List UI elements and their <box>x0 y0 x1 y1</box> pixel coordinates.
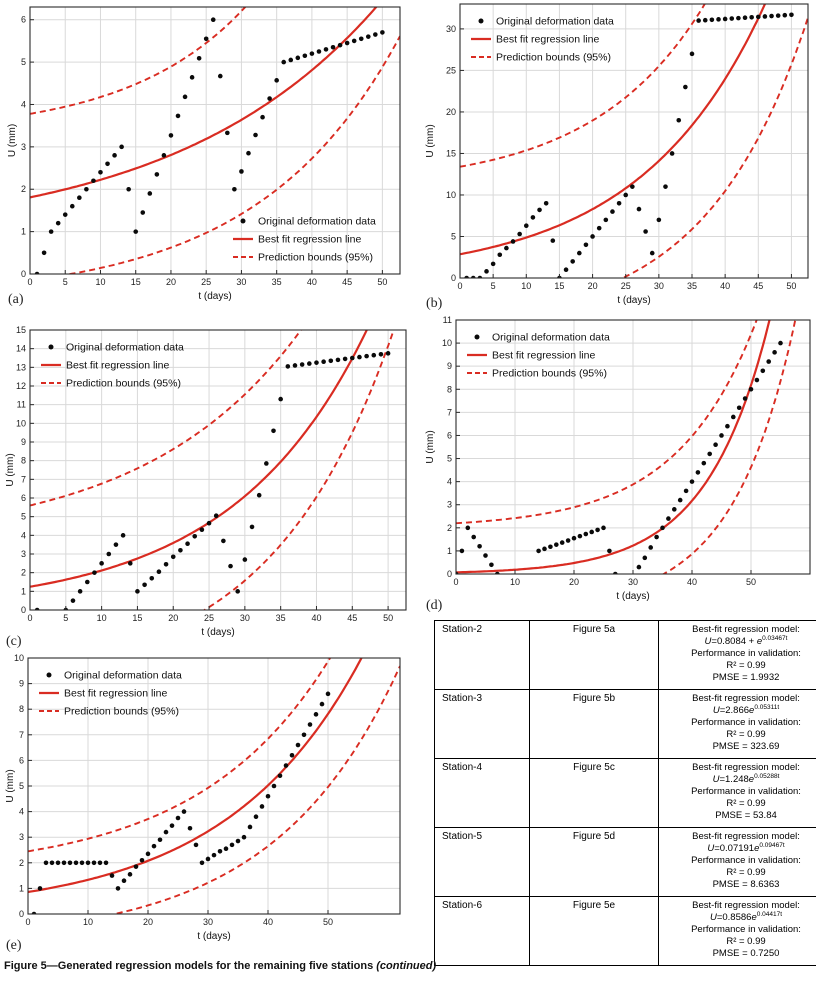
axis-ticks <box>442 315 756 587</box>
x-axis-label: t (days) <box>617 295 651 306</box>
svg-text:50: 50 <box>322 917 334 927</box>
svg-text:35: 35 <box>275 613 286 623</box>
svg-text:8: 8 <box>18 704 24 715</box>
svg-text:9: 9 <box>446 361 452 372</box>
cell-station: Station-2 <box>435 621 530 690</box>
svg-text:5: 5 <box>62 277 68 287</box>
svg-text:30: 30 <box>445 23 456 34</box>
svg-text:Prediction bounds (95%): Prediction bounds (95%) <box>258 251 373 264</box>
svg-text:4: 4 <box>20 99 26 110</box>
x-axis-label: t (days) <box>201 627 235 638</box>
svg-text:20: 20 <box>168 613 179 623</box>
svg-text:12: 12 <box>15 381 26 391</box>
svg-text:Original deformation data: Original deformation data <box>492 331 610 344</box>
chart-panel-c <box>4 322 414 650</box>
svg-text:35: 35 <box>271 277 282 287</box>
svg-text:Original deformation data: Original deformation data <box>66 341 184 354</box>
cell-model-details: Best-fit regression model: $U=2.866e^{0.05311t}$ Performance in validation: R² = 0.99 PMSE = 323.69 <box>659 690 816 759</box>
svg-text:20: 20 <box>568 577 580 587</box>
legend <box>471 16 614 64</box>
svg-text:0: 0 <box>20 269 26 279</box>
cell-model-details: Best-fit regression model: $U=0.8586e^{0.04417t}$ Performance in validation: R² = 0.99 PMSE = 0.7250 <box>659 897 816 966</box>
svg-text:4: 4 <box>446 476 452 487</box>
svg-text:25: 25 <box>204 613 215 623</box>
svg-text:25: 25 <box>201 277 212 287</box>
svg-text:5: 5 <box>63 613 69 623</box>
svg-text:50: 50 <box>377 277 388 287</box>
svg-text:25: 25 <box>620 281 631 291</box>
svg-text:Best fit regression line: Best fit regression line <box>492 349 596 362</box>
svg-text:10: 10 <box>509 577 521 587</box>
svg-text:2: 2 <box>20 567 26 578</box>
svg-text:40: 40 <box>306 277 317 287</box>
cell-station: Station-3 <box>435 690 530 759</box>
svg-text:3: 3 <box>20 549 26 559</box>
svg-text:0: 0 <box>446 569 452 579</box>
x-axis-label: t (days) <box>198 291 232 302</box>
svg-text:Prediction bounds (95%): Prediction bounds (95%) <box>64 705 179 718</box>
svg-text:8: 8 <box>446 384 452 395</box>
svg-text:20: 20 <box>587 281 598 291</box>
svg-text:1: 1 <box>20 226 26 237</box>
panel-label-b: (b) <box>426 296 443 311</box>
table-row-station-2 <box>435 621 816 690</box>
chart-d-plot <box>424 314 816 614</box>
svg-text:50: 50 <box>745 577 757 587</box>
svg-text:10: 10 <box>96 613 107 623</box>
y-axis-label: U (mm) <box>5 769 16 803</box>
cell-station: Station-4 <box>435 759 530 828</box>
svg-text:Best fit regression line: Best fit regression line <box>64 687 168 700</box>
svg-text:3: 3 <box>20 141 26 152</box>
svg-text:0: 0 <box>457 281 463 291</box>
svg-text:0: 0 <box>27 277 33 287</box>
chart-b-plot <box>424 0 814 312</box>
svg-text:0: 0 <box>18 909 24 919</box>
svg-text:40: 40 <box>686 577 698 587</box>
svg-text:5: 5 <box>18 781 24 791</box>
y-axis-label: U (mm) <box>7 123 18 158</box>
x-axis-label: t (days) <box>197 931 231 942</box>
svg-text:Prediction bounds (95%): Prediction bounds (95%) <box>66 377 181 390</box>
svg-text:Prediction bounds (95%): Prediction bounds (95%) <box>496 51 611 64</box>
table-row-station-4 <box>435 759 816 828</box>
svg-text:10: 10 <box>445 189 456 200</box>
chart-panel-b <box>424 0 814 312</box>
chart-panel-d <box>424 314 816 614</box>
svg-text:Best fit regression line: Best fit regression line <box>258 233 362 246</box>
svg-text:14: 14 <box>15 343 26 354</box>
svg-text:4: 4 <box>18 806 24 817</box>
svg-text:7: 7 <box>20 474 26 485</box>
svg-text:0: 0 <box>25 917 31 927</box>
svg-text:10: 10 <box>521 281 532 291</box>
table-row-station-3 <box>435 690 816 759</box>
table-row-station-5 <box>435 828 816 897</box>
svg-text:11: 11 <box>442 315 452 325</box>
figure-caption-continued: (continued) <box>376 960 437 972</box>
svg-text:20: 20 <box>165 277 176 287</box>
svg-text:30: 30 <box>653 281 664 291</box>
svg-text:0: 0 <box>20 605 26 615</box>
svg-text:5: 5 <box>446 453 452 464</box>
legend <box>39 670 182 718</box>
svg-text:10: 10 <box>95 277 106 287</box>
svg-text:15: 15 <box>554 281 565 291</box>
regression-table <box>434 620 816 966</box>
svg-text:1: 1 <box>18 883 24 894</box>
svg-text:3: 3 <box>446 499 452 510</box>
panel-label-a: (a) <box>8 292 24 307</box>
svg-text:0: 0 <box>453 577 459 587</box>
svg-text:13: 13 <box>15 362 26 373</box>
svg-text:6: 6 <box>446 430 452 441</box>
figure-caption-text: Figure 5—Generated regression models for the remaining five stations <box>4 960 377 972</box>
svg-text:6: 6 <box>20 14 26 25</box>
y-axis-label: U (mm) <box>425 430 436 464</box>
y-axis-label: U (mm) <box>425 124 436 158</box>
svg-text:7: 7 <box>18 729 24 740</box>
svg-text:45: 45 <box>753 281 764 291</box>
panel-label-d: (d) <box>426 598 443 613</box>
svg-text:40: 40 <box>311 613 322 623</box>
svg-text:35: 35 <box>686 281 698 291</box>
svg-text:30: 30 <box>627 577 639 587</box>
panel-label-e: (e) <box>6 938 22 953</box>
svg-text:2: 2 <box>20 184 26 195</box>
figure-caption <box>4 960 804 972</box>
svg-text:50: 50 <box>786 281 797 291</box>
svg-text:9: 9 <box>20 437 26 447</box>
svg-text:30: 30 <box>202 917 214 927</box>
chart-panel-e <box>4 652 410 954</box>
svg-text:5: 5 <box>450 231 456 242</box>
svg-text:10: 10 <box>15 418 26 429</box>
cell-figure-ref: Figure 5a <box>530 621 659 690</box>
svg-text:0: 0 <box>450 273 456 283</box>
plot-box <box>30 330 406 610</box>
svg-text:45: 45 <box>342 277 353 287</box>
svg-text:Original deformation data: Original deformation data <box>496 15 614 28</box>
cell-model-details: Best-fit regression model: $U=0.07191e^{0.09467t}$ Performance in validation: R² = 0.99 PMSE = 8.6363 <box>659 828 816 897</box>
regression-table-body <box>435 621 816 966</box>
svg-text:40: 40 <box>720 281 731 291</box>
svg-text:5: 5 <box>20 57 26 68</box>
svg-text:30: 30 <box>236 277 247 287</box>
svg-text:30: 30 <box>239 613 250 623</box>
cell-figure-ref: Figure 5c <box>530 759 659 828</box>
svg-text:4: 4 <box>20 530 26 541</box>
svg-text:15: 15 <box>15 325 26 335</box>
chart-panel-a <box>6 2 408 308</box>
svg-text:15: 15 <box>130 277 141 287</box>
legend <box>233 216 376 264</box>
cell-figure-ref: Figure 5d <box>530 828 659 897</box>
cell-figure-ref: Figure 5e <box>530 897 659 966</box>
cell-model-details: Best-fit regression model: $U=0.8084 + e^{0.03467t}$ Performance in validation: R² = 0.99 PMSE = 1.9932 <box>659 621 816 690</box>
svg-text:0: 0 <box>27 613 33 623</box>
svg-text:50: 50 <box>383 613 394 623</box>
svg-text:Original deformation data: Original deformation data <box>64 669 182 682</box>
svg-text:2: 2 <box>18 857 24 868</box>
chart-e-plot <box>4 652 410 954</box>
panel-label-c: (c) <box>6 634 22 649</box>
svg-text:5: 5 <box>20 511 26 522</box>
y-axis-label: U (mm) <box>5 453 16 487</box>
svg-text:10: 10 <box>13 653 24 663</box>
svg-text:25: 25 <box>445 65 456 76</box>
best-fit-regression-line <box>30 2 400 197</box>
upper-prediction-bound <box>28 652 400 851</box>
cell-model-details: Best-fit regression model: $U=1.248e^{0.05288t}$ Performance in validation: R² = 0.99 PMSE = 53.84 <box>659 759 816 828</box>
svg-text:45: 45 <box>347 613 358 623</box>
svg-text:6: 6 <box>18 755 24 766</box>
svg-text:6: 6 <box>20 493 26 503</box>
grid-lines <box>30 330 406 610</box>
table-row-station-6 <box>435 897 816 966</box>
svg-text:20: 20 <box>142 917 154 927</box>
svg-text:15: 15 <box>445 148 456 159</box>
svg-text:Best fit regression line: Best fit regression line <box>496 33 600 46</box>
svg-text:Original deformation data: Original deformation data <box>258 215 376 228</box>
cell-station: Station-5 <box>435 828 530 897</box>
svg-text:Prediction bounds (95%): Prediction bounds (95%) <box>492 367 607 380</box>
svg-text:9: 9 <box>18 678 24 689</box>
svg-text:40: 40 <box>262 917 274 927</box>
svg-text:5: 5 <box>490 281 496 291</box>
svg-text:3: 3 <box>18 832 24 843</box>
svg-text:8: 8 <box>20 455 26 466</box>
legend <box>467 332 610 380</box>
svg-text:Best fit regression line: Best fit regression line <box>66 359 170 372</box>
chart-a-plot <box>6 2 408 308</box>
svg-text:10: 10 <box>441 338 452 349</box>
svg-text:2: 2 <box>446 522 452 533</box>
svg-text:10: 10 <box>82 917 94 927</box>
chart-c-plot <box>4 322 414 650</box>
svg-text:15: 15 <box>132 613 143 623</box>
axis-ticks <box>446 24 796 291</box>
x-axis-label: t (days) <box>616 591 650 602</box>
svg-text:11: 11 <box>16 399 26 410</box>
axis-ticks <box>21 15 387 287</box>
svg-text:1: 1 <box>446 545 452 556</box>
cell-figure-ref: Figure 5b <box>530 690 659 759</box>
svg-text:20: 20 <box>445 106 456 117</box>
svg-text:7: 7 <box>446 407 452 418</box>
svg-text:1: 1 <box>20 586 26 597</box>
cell-station: Station-6 <box>435 897 530 966</box>
